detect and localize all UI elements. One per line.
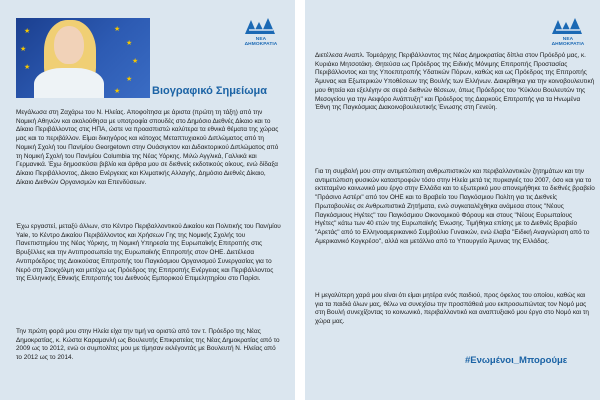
bio-paragraph-5: Για τη συμβολή μου στην αντιμετώπιση ανθρωπιστικών και περιβαλλοντικών ζητημάτων και την αντιμετώπιση φυσικών καταστροφών τόσο στην Ηλεία μετά τις πυρκαγιές του 2007, όσο και για το εκτεταμένο κοινωνικό μου έργο στην Ελλάδα και το εξωτερικό μου απονεμήθηκε το διεθνές βραβείο "Πράσινο Αστέρι" από τον ΟΗΕ και το Βραβείο του Παγκόσμιου Πολίτη για τις Διεθνείς Πρωτοβουλίες σε Ανθρωπιστικά Ζητήματα, ενώ συγκαταλέχθηκα ανάμεσα στους "Νέους Παγκόσμιους Ηγέτες" του Παγκόσμιου Οικονομικού Φόρουμ και στους "Νέους Ευρωπαίους Ηγέτες" κάτω των 40 ετών της Ευρωπαϊκής Ένωσης. Τιμήθηκα επίσης με το Διεθνές Βραβείο "Αρετάς" από το Ελληνοαμερικανικό Συμβούλιο Γυναικών, ενώ έλαβα "Ειδική Αναγνώριση από το Αμερικανικό Κογκρέσο", αλλά και μετάλλιο από το Υπουργείο Άμυνας της Ελλάδας. xyxy=(315,168,595,245)
party-logo-text: ΝΕΑ ΔΗΜΟΚΡΑΤΙΑ xyxy=(244,37,278,47)
bio-paragraph-3: Την πρώτη φορά μου στην Ηλεία είχα την τιμή να οριστώ από τον τ. Πρόεδρο της Νέας Δημοκρατίας, κ. Κώστα Καραμανλή ως Βουλευτής Επικρατείας της Νέας Δημοκρατίας από το 2009 ως το 2012, ενώ οι συμπολίτες μου με τίμησαν εκλέγοντάς με Βουλευτή Ν. Ηλείας από το 2012 ως το 2014. xyxy=(16,328,280,362)
bio-paragraph-1: Μεγάλωσα στη Ζαχάρω του Ν. Ηλείας. Αποφοίτησα με άριστα (πρώτη τη τάξη) από την Νομική Αθηνών και ακολούθησα με υποτροφία σπουδές στο Δημόσιο Διεθνές Δίκαιο και το Δίκαιο Περιβάλλοντος στις ΗΠΑ, ώστε να προασπιστώ καλύτερα τα εθνικά θέματα της χώρας μας και το περιβάλλον. Είμαι δικηγόρος και κάτοχος Μεταπτυχιακού Διπλώματος από τη Νομική Σχολή του Παν/μίου Georgetown στην Ουάσιγκτον και Διδακτορικού Διπλώματος από τη Νομική Σχολή του Παν/μίου Columbia της Νέας Υόρκης. Μιλώ Αγγλικά, Γαλλικά και Γερμανικά. Έχω δημοσιεύσει βιβλίο και άρθρα μου σε διεθνείς εκδοτικούς οίκους, ενώ δίδαξα Δίκαιο Περιβάλλοντος, Δίκαιο Ενέργειας και Κλιματικής Αλλαγής, Δημόσιο Διεθνές Δίκαιο, Δίκαιο Διεθνών Οργανισμών και Επενδύσεων. xyxy=(16,109,279,186)
bio-paragraph-6: Η μεγαλύτερη χαρά μου είναι ότι είμαι μητέρα ενός παιδιού, προς όφελος του οποίου, καθώς και για τα παιδιά όλων μας, θέλω να συνεχίσω την προσπάθειά μου εκπροσωπώντας τον Νομό μας στη Βουλή συνεχίζοντας το κοινωνικό, περιβαλλοντικό και αναπτυξιακό μου έργο στο Νομό και τη χώρα μας. xyxy=(315,292,589,326)
party-logo xyxy=(241,16,281,46)
bio-title: Βιογραφικό Σημείωμα xyxy=(152,85,267,97)
portrait-face xyxy=(54,26,84,64)
right-panel xyxy=(305,0,600,400)
bio-paragraph-2: Έχω εργαστεί, μεταξύ άλλων, στο Κέντρο Περιβαλλοντικού Δικαίου και Πολιτικής του Παν/μίου Yale, το Κέντρο Δικαίου Περιβάλλοντος και Χρήσεων Γης της Νομικής Σχολής του Πανεπιστημίου της Νέας Υόρκης, τη Νομική Υπηρεσία της Ευρωπαϊκής Επιτροπής στις Βρυξέλλες και την Αντιπροσωπεία της Ευρωπαϊκής Επιτροπής στον ΟΗΕ. Διετέλεσα Αντιπρόεδρος της Διοικούσας Επιτροπής του Παγκόσμιου Οργανισμού Συνεργασίας για το Νερό στη Στοκχόλμη και μετέχω ως Πρόεδρος της Επιτροπής Ενέργειας και Περιβάλλοντος της Ελληνικής Εθνικής Επιτροπής του Διεθνούς Εμπορικού Επιμελητηρίου στο Παρίσι. xyxy=(16,223,281,283)
campaign-hashtag: #Ενωμένοι_Μπορούμε xyxy=(465,355,568,366)
party-logo-icon xyxy=(548,16,588,38)
bio-paragraph-4: Διετέλεσα Αναπλ. Τομεάρχης Περιβάλλοντος της Νέας Δημοκρατίας δίπλα στον Πρόεδρό μας, κ. Κυριάκο Μητσοτάκη. Θητεύσα ως Πρόεδρος της Ειδικής Μόνιμης Επιτροπής Προστασίας Περιβάλλοντος και της Υποεπιτροπής Υδατικών Πόρων, καθώς και ως Πρόεδρος της Επιτροπής Άμυνας και Εξωτερικών Υποθέσεων της Βουλής των Ελλήνων. Διακρίθηκα για την κοινοβουλευτική μου θητεία και εξελέγην σε σειρά διεθνών θέσεων, όπως Πρόεδρος του "Κύκλου Βουλευτών της Μεσογείου για την Αειφόρο Ανάπτυξη" και Πρόεδρος της Διαρκούς Επιτροπής για τα Ηνωμένα Έθνη της Παγκόσμιας Διακοινοβουλευτικής Ένωσης στη Γενεύη. xyxy=(315,52,595,112)
left-panel xyxy=(0,0,295,400)
party-logo-text: ΝΕΑ ΔΗΜΟΚΡΑΤΙΑ xyxy=(551,37,585,47)
party-logo xyxy=(548,16,588,46)
portrait-shirt xyxy=(34,68,104,98)
portrait-photo xyxy=(16,18,150,98)
party-logo-icon xyxy=(241,16,281,38)
eu-flag-background: ★ ★ ★ ★ ★ ★ ★ ★ xyxy=(16,18,150,98)
